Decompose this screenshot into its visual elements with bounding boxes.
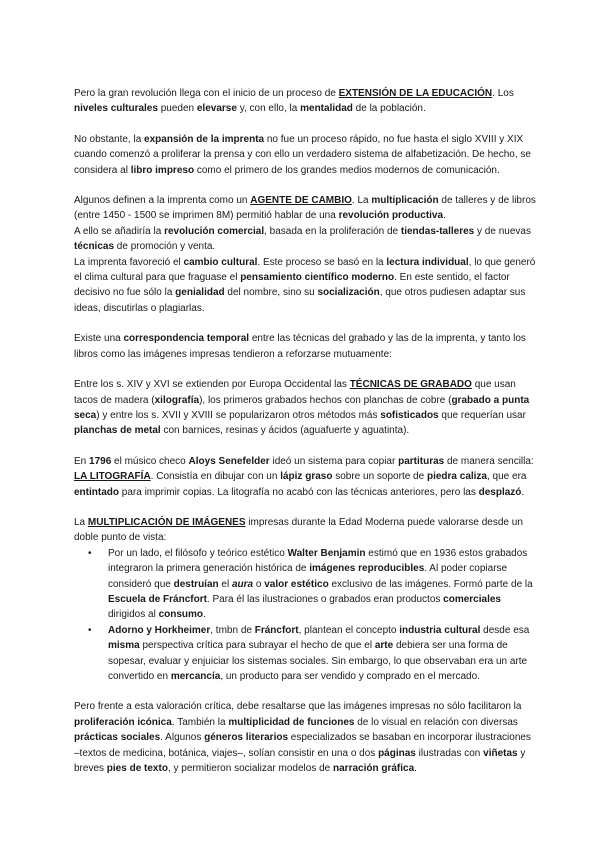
emphasis-text: lectura individual <box>386 256 469 268</box>
emphasis-text: mentalidad <box>300 103 353 115</box>
emphasis-text: partituras <box>398 455 445 467</box>
text-run: , basada en la proliferación de <box>264 225 401 237</box>
emphasis-text: imágenes reproducibles <box>309 563 425 575</box>
emphasis-text: planchas de metal <box>74 425 161 437</box>
text-run: impresas durante la Edad Moderna puede valorarse desde un doble punto de vista: <box>74 516 523 544</box>
paragraph-expansion-imprenta <box>74 132 536 178</box>
emphasis-text: prácticas sociales <box>74 732 161 744</box>
emphasis-text: mercancía <box>170 671 221 682</box>
text-run: . Consistía en dibujar con un <box>150 471 281 483</box>
emphasis-text: piedra caliza <box>426 471 487 483</box>
text-run: , que era <box>487 471 527 483</box>
text-run: desde esa <box>480 624 530 636</box>
text-run: . Para él las ilustraciones o grabados eran productos <box>206 593 444 605</box>
emphasis-text: Fráncfort <box>254 624 299 636</box>
text-run: , un producto para ser vendido y comprado en el mercado. <box>220 671 480 682</box>
text-run: de lo visual en relación con diversas <box>354 716 518 728</box>
text-run: del nombre, sino su <box>224 287 318 299</box>
text-run: pueden <box>157 103 197 115</box>
text-run: entre las técnicas del grabado y las de la imprenta, y tanto los libros como las imágenes impresas tendieron a reforzarse mutuamente: <box>74 333 526 360</box>
emphasis-text: sofisticados <box>380 409 439 421</box>
emphasis-text: proliferación icónica <box>74 716 172 728</box>
paragraph-cambio-cultural <box>74 255 536 317</box>
text-run: estimó que en 1936 estos grabados integraron la primera generación histórica de <box>108 547 528 575</box>
text-run: . <box>414 763 417 775</box>
emphasis-text: valor estético <box>264 578 329 590</box>
emphasis-text: cambio cultural <box>183 256 258 268</box>
text-run: el <box>218 578 232 590</box>
text-run: ) y entre los s. XVII y XVIII se popularizaron otros métodos más <box>96 409 381 421</box>
emphasis-text: socialización <box>317 287 380 299</box>
emphasis-text: revolución productiva <box>338 210 444 222</box>
emphasis-text: expansión de la imprenta <box>144 133 265 145</box>
text-run: . También la <box>171 716 229 728</box>
text-run: el músico checo <box>111 455 189 467</box>
emphasis-text: tiendas-talleres <box>400 225 475 237</box>
text-run: y, con ello, la <box>236 103 301 115</box>
emphasis-text: aura <box>231 578 254 590</box>
text-run: , que otros pudiesen adaptar sus ideas, discutirlas o plagiarlas. <box>74 287 526 314</box>
text-run: como el primero de los grandes medios modernos de comunicación. <box>194 164 500 176</box>
emphasis-text: Escuela de Fráncfort <box>108 593 207 605</box>
text-run: que usan tacos de madera ( <box>74 379 516 406</box>
text-run: . Los <box>492 88 514 99</box>
emphasis-text: narración gráfica <box>333 763 415 775</box>
paragraph-extension-educacion <box>74 86 536 117</box>
emphasis-text: técnicas <box>74 241 115 253</box>
emphasis-text: EXTENSIÓN DE LA EDUCACIÓN <box>338 88 493 99</box>
emphasis-text: pensamiento científico moderno <box>240 272 395 284</box>
text-run: sobre un soporte de <box>332 471 427 483</box>
bullet-icon: • <box>88 624 92 636</box>
emphasis-text: páginas <box>378 747 416 759</box>
text-run: exclusivo de las imágenes. Formó parte de la <box>328 578 533 590</box>
emphasis-text: consumo <box>158 609 204 621</box>
paragraph-valoracion-critica <box>74 699 536 776</box>
emphasis-text: LA LITOGRAFÍA <box>74 471 151 483</box>
emphasis-text: grabado a punta seca <box>74 394 530 421</box>
text-run: de la población. <box>352 103 426 115</box>
text-run: que requerían usar <box>438 409 526 421</box>
document-page <box>74 86 536 791</box>
text-run: ideó un sistema para copiar <box>269 455 399 467</box>
list-item-text <box>108 548 533 621</box>
emphasis-text: libro impreso <box>130 164 195 176</box>
emphasis-text: Adorno y Horkheimer <box>108 624 211 636</box>
emphasis-text: pies de texto <box>106 763 168 775</box>
text-run: . Este proceso se basó en la <box>257 256 387 268</box>
text-run: dirigidos al <box>108 609 159 621</box>
text-run: . Algunos <box>160 732 205 744</box>
text-run: debiera ser una forma de sopesar, evaluar y enjuiciar los sistemas sociales. Sin embargo, lo que observaban era un arte convertido en <box>108 640 528 682</box>
paragraph-multiplicacion-imagenes <box>74 515 536 546</box>
text-run: En <box>74 455 90 467</box>
emphasis-text: entintado <box>74 486 119 498</box>
text-run: . <box>203 609 206 621</box>
text-run: , y permitieron socializar modelos de <box>167 763 334 775</box>
text-run: . En este sentido, el factor decisivo no fue sólo la <box>74 272 510 299</box>
list-item-benjamin <box>88 546 536 623</box>
emphasis-text: revolución comercial <box>164 225 265 237</box>
text-run: La <box>74 516 88 528</box>
text-run: ilustradas con <box>415 747 484 759</box>
emphasis-text: Walter Benjamin <box>287 547 366 559</box>
emphasis-text: lápiz graso <box>280 471 333 483</box>
text-run: . La <box>351 195 372 207</box>
emphasis-text: xilografía <box>154 394 200 406</box>
text-run: , tmbn de <box>210 624 255 636</box>
text-run: de promoción y venta. <box>114 241 216 253</box>
text-run: A ello se añadiría la <box>74 225 165 237</box>
emphasis-text: industria cultural <box>399 624 481 636</box>
emphasis-text: elevarse <box>196 103 237 115</box>
text-run: Pero frente a esta valoración crítica, debe resaltarse que las imágenes impresas no sólo facilitaron la <box>74 701 522 713</box>
emphasis-text: destruían <box>173 578 219 590</box>
text-run: . <box>521 486 525 498</box>
emphasis-text: multiplicidad de funciones <box>228 716 355 728</box>
list-item-text <box>108 625 529 682</box>
emphasis-text: multiplicación <box>371 195 439 207</box>
text-run: La imprenta favoreció el <box>74 256 184 268</box>
emphasis-text: 1796 <box>89 455 112 467</box>
text-run: no fue un proceso rápido, no fue hasta el siglo XVIII y XIX cuando comenzó a proliferar la prensa y con ello un verdadero sistema de alfabetización. De hecho, se considera al <box>74 133 531 176</box>
text-run: Pero la gran revolución llega con el inicio de un proceso de <box>74 88 339 99</box>
text-run: Existe una <box>74 333 124 345</box>
text-run: Algunos definen a la imprenta como un <box>74 195 251 207</box>
emphasis-text: desplazó <box>478 486 522 498</box>
emphasis-text: misma <box>108 640 140 652</box>
emphasis-text: TÉCNICAS DE GRABADO <box>349 379 472 391</box>
text-run: ), los primeros grabados hechos con planchas de cobre ( <box>199 394 452 406</box>
text-run: . <box>443 210 446 222</box>
list-item-adorno <box>88 623 536 685</box>
text-run: , lo que generó el clima cultural para que fraguase el <box>74 256 536 284</box>
text-run: No obstante, la <box>74 133 145 145</box>
text-run: para imprimir copias. La litografía no acabó con las técnicas anteriores, pero las <box>119 486 479 498</box>
paragraph-agente-cambio <box>74 193 536 224</box>
text-run: especializados se basaban en incorporar ilustraciones –textos de medicina, botánica, viajes–, solían consistir en una o dos <box>74 732 531 759</box>
text-run: y de nuevas <box>474 225 531 237</box>
emphasis-text: comerciales <box>443 593 501 605</box>
emphasis-text: géneros literarios <box>204 732 289 744</box>
text-run: . Al poder copiarse consideró que <box>108 563 508 590</box>
text-run: o <box>253 578 265 590</box>
bullet-list <box>74 546 536 685</box>
emphasis-text: genialidad <box>175 287 225 299</box>
bullet-icon: • <box>88 547 92 559</box>
text-run: perspectiva crítica para subrayar el hecho de que el <box>139 640 375 652</box>
text-run: Entre los s. XIV y XVI se extienden por Europa Occidental las <box>74 379 350 391</box>
emphasis-text: correspondencia temporal <box>123 333 250 345</box>
emphasis-text: viñetas <box>483 747 518 759</box>
emphasis-text: MULTIPLICACIÓN DE IMÁGENES <box>87 516 246 528</box>
paragraph-tecnicas-grabado <box>74 377 536 439</box>
emphasis-text: Aloys Senefelder <box>188 455 270 467</box>
text-run: , plantean el concepto <box>298 624 400 636</box>
emphasis-text: niveles culturales <box>74 103 158 115</box>
emphasis-text: arte <box>374 640 394 652</box>
text-run: de manera sencilla: <box>444 455 534 467</box>
paragraph-revolucion-comercial <box>74 224 536 255</box>
paragraph-correspondencia-temporal <box>74 331 536 362</box>
text-run: de talleres y de libros (entre 1450 - 1500 se imprimen 8M) permitió hablar de una <box>74 195 536 222</box>
text-run: y breves <box>74 747 526 775</box>
text-run: con barnices, resinas y ácidos (aguafuerte y aguatinta). <box>160 425 410 437</box>
paragraph-litografia <box>74 454 536 500</box>
text-run: Por un lado, el filósofo y teórico estético <box>108 547 288 559</box>
emphasis-text: AGENTE DE CAMBIO <box>250 195 352 207</box>
